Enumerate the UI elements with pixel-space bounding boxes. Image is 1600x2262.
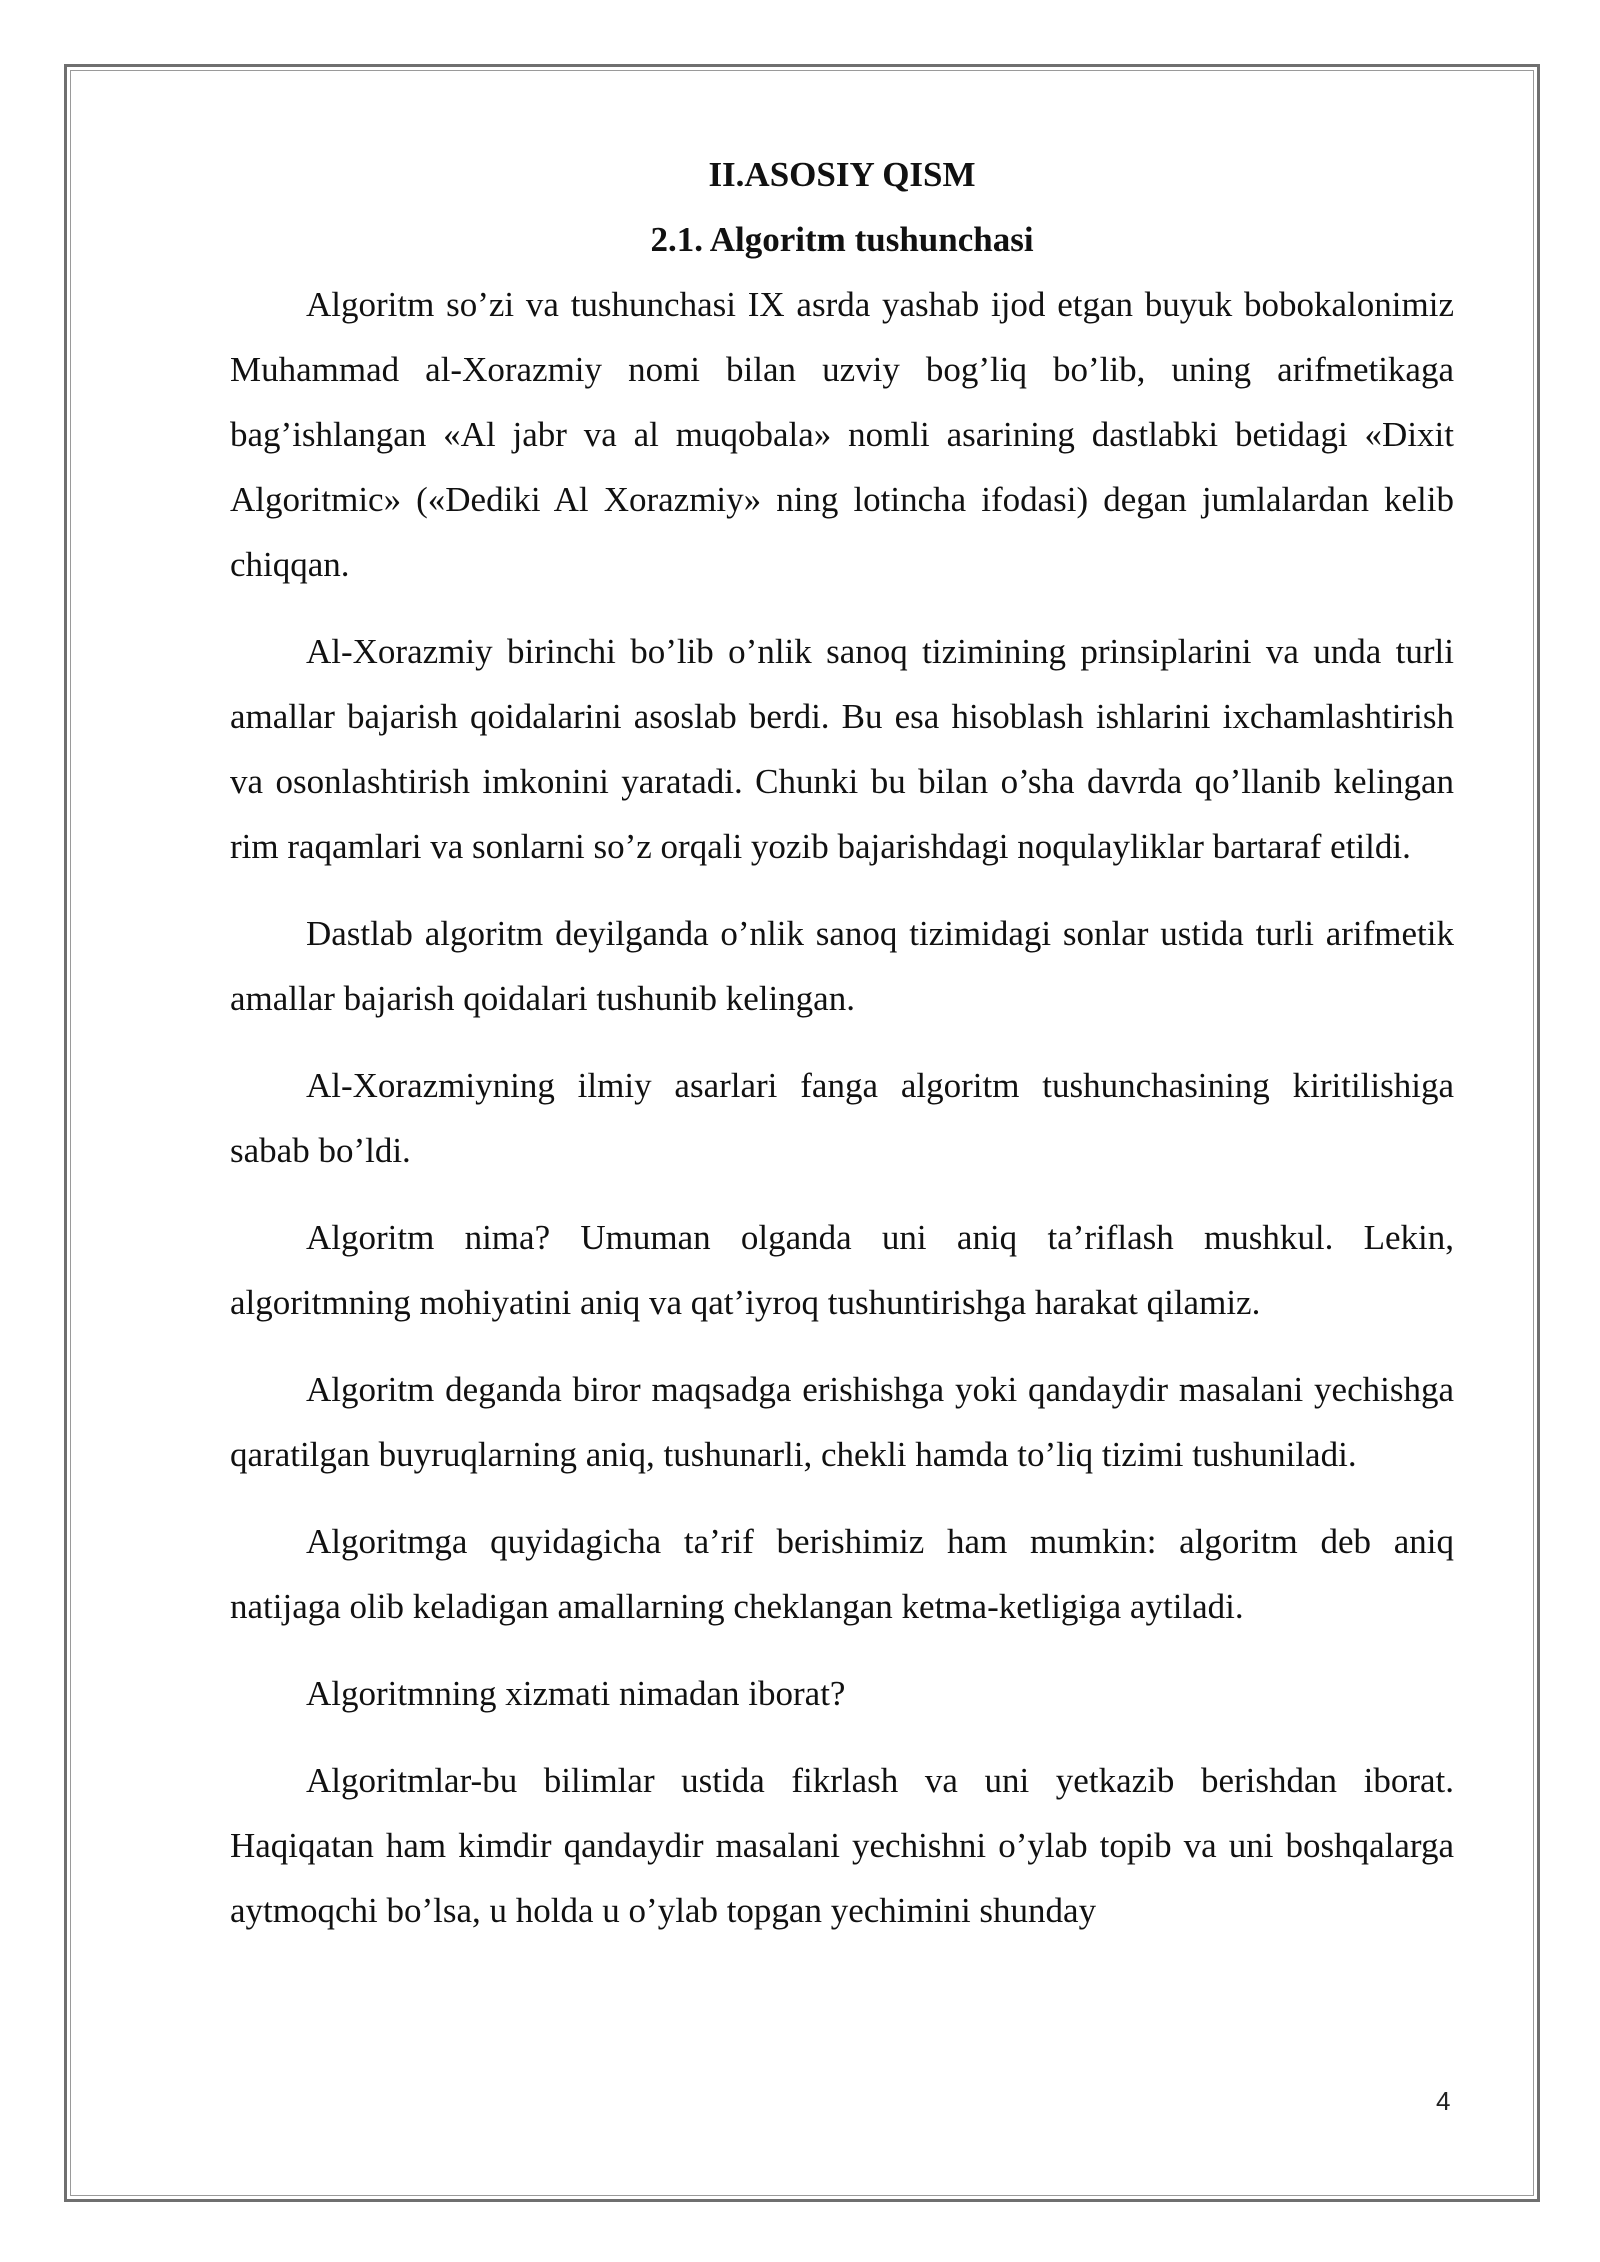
page-number: 4 [1436, 2086, 1451, 2116]
paragraph: Algoritmning xizmati nimadan iborat? [306, 1674, 846, 1713]
paragraph: Dastlab algoritm deyilganda o’nlik sanoq tizimidagi sonlar ustida turli arifmetik amallar bajarish qoidalari tushunib kelingan. [230, 914, 1454, 1018]
section-heading: 2.1. Algoritm tushunchasi [650, 220, 1034, 259]
paragraph: Al-Xorazmiy birinchi bo’lib o’nlik sanoq tizimining prinsiplarini va unda turli amallar bajarish qoidalarini asoslab berdi. Bu esa hisoblash ishlarini ixchamlashtirish va osonlashtirish imkonini yaratadi. Chunki bu bilan o’sha davrda qo’llanib kelingan rim raqamlari va sonlarni so’z orqali yozib bajarishdagi noqulayliklar bartaraf etildi. [230, 632, 1454, 866]
paragraph: Algoritm deganda biror maqsadga erishishga yoki qandaydir masalani yechishga qaratilgan buyruqlarning aniq, tushunarli, chekli hamda to’liq tizimi tushuniladi. [230, 1370, 1454, 1474]
main-heading: II.ASOSIY QISM [708, 155, 976, 194]
paragraph: Algoritm so’zi va tushunchasi IX asrda yashab ijod etgan buyuk bobokalonimiz Muhammad al-Xorazmiy nomi bilan uzviy bog’liq bo’lib, uning arifmetikaga bag’ishlangan «Al jabr va al muqobala» nomli asarining dastlabki betidagi «Dixit Algoritmic» («Dediki Al Xorazmiy» ning lotincha ifodasi) degan jumlalardan kelib chiqqan. [230, 285, 1454, 584]
paragraph: Algoritmlar-bu bilimlar ustida fikrlash va uni yetkazib berishdan iborat. Haqiqatan ham kimdir qandaydir masalani yechishni o’ylab topib va uni boshqalarga aytmoqchi bo’lsa, u holda u o’ylab topgan yechimini shunday [230, 1761, 1454, 1930]
paragraph: Algoritmga quyidagicha ta’rif berishimiz ham mumkin: algoritm deb aniq natijaga olib keladigan amallarning cheklangan ketma-ketligiga aytiladi. [230, 1522, 1454, 1626]
page-content [230, 142, 1454, 1965]
paragraph: Algoritm nima? Umuman olganda uni aniq ta’riflash mushkul. Lekin, algoritmning mohiyatini aniq va qat’iyroq tushuntirishga harakat qilamiz. [230, 1218, 1454, 1322]
paragraph: Al-Xorazmiyning ilmiy asarlari fanga algoritm tushunchasining kiritilishiga sabab bo’ldi. [230, 1066, 1454, 1170]
